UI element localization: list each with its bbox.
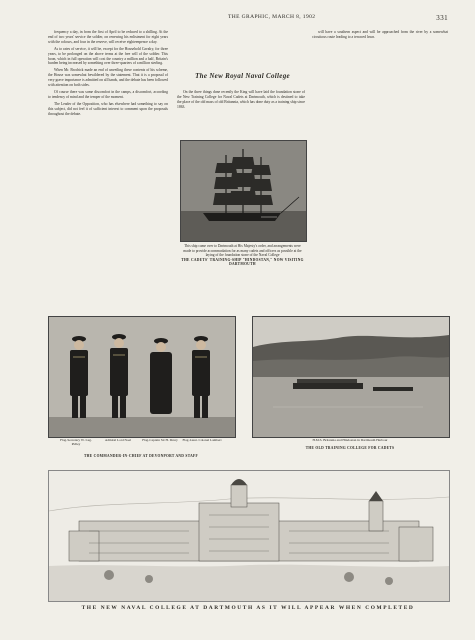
harbour-photo bbox=[252, 316, 450, 438]
harbour-scene-icon bbox=[253, 317, 449, 437]
training-ship-illustration bbox=[180, 140, 307, 242]
officer-names bbox=[48, 438, 234, 450]
running-head bbox=[48, 14, 448, 24]
middle-column bbox=[177, 90, 305, 132]
paragraph: will have a southern aspect and will be approached from the river by a somewhat circuitous route leading to a terraced lawn. bbox=[312, 30, 448, 39]
paragraph: On the three things done recently the King will have laid the foundation stone of the New Training College for Naval Cadets at Dartmouth, which is destined to take the place of the old mass of old Britannia, which has done duty as a training ship since 1863. bbox=[177, 90, 305, 109]
officers-photo bbox=[48, 316, 236, 438]
officer-name: Flag-Captain Sir H. Drury bbox=[142, 438, 178, 442]
college-building-icon bbox=[49, 471, 449, 601]
ship-icon bbox=[181, 141, 306, 241]
officer-name: Flag-Lieut. Colonel Lambert bbox=[182, 438, 222, 442]
left-column bbox=[48, 30, 168, 308]
publication-title: THE GRAPHIC, MARCH 8, 1902 bbox=[228, 14, 316, 20]
harbour-caption-note: H.M.S. Britannia and Hindostan in Dartmouth Harbour bbox=[312, 438, 388, 442]
paragraph: The Leader of the Opposition, who has elsewhere had something to say on this subject, did not feel it of sufficient interest to comment upon the proposals throughout the debate. bbox=[48, 101, 168, 116]
right-column bbox=[312, 30, 448, 308]
paragraph: When Mr. Brodrick made an end of unveiling these contents of his scheme, the House was somewhat bewildered by the statement. That it is a proposal of very grave importance is admitted on all hands, and the debate has been followed with attention on both sides. bbox=[48, 68, 168, 88]
page-number: 331 bbox=[436, 14, 448, 22]
ship-caption-title: THE CADETS' TRAINING-SHIP "HINDOSTAN," NOW VISITING DARTMOUTH bbox=[181, 257, 304, 267]
officer-name: Flag-Secretary W. Lug. Pidley bbox=[60, 438, 92, 447]
officers-figures-icon bbox=[49, 317, 235, 437]
article-title: The New Royal Naval College bbox=[195, 72, 290, 80]
ship-caption-note: This ship came over to Dartmouth at His Majesty's order, and arrangements were made to provide accommodation for as many cadets and officers as possible at the laying of the foundation stone of the Naval College bbox=[183, 244, 302, 258]
paragraph: frequency a day, in from the first of April to be reduced to a shilling. At the end of two years' service the soldier, on renewing his enlistment for eight years with the colours, and four in the reserve, will receive eighteenpence a day. bbox=[48, 30, 168, 44]
officer-name: Admiral Lord Noel bbox=[104, 438, 132, 442]
college-caption: THE NEW NAVAL COLLEGE AT DARTMOUTH AS IT WILL APPEAR WHEN COMPLETED bbox=[81, 605, 415, 611]
harbour-caption: THE OLD TRAINING COLLEGE FOR CADETS bbox=[305, 446, 395, 450]
ship-caption bbox=[180, 244, 305, 267]
officers-caption: THE COMMANDER-IN-CHIEF AT DEVONPORT AND STAFF bbox=[83, 454, 199, 458]
college-illustration bbox=[48, 470, 450, 602]
paragraph: As to rates of service, it will be, except for the Household Cavalry, for three years, to be prolonged on the above terms at the free will of the soldier. This boon, which in full operation will cost the country a million and a half, Britain's burden being increased by something over three-quarters of a million sterling. bbox=[48, 46, 168, 66]
paragraph: Of course there was some discomfort in the camps, a discomfort, according to tendency of mind and the temper of the moment. bbox=[48, 89, 168, 99]
